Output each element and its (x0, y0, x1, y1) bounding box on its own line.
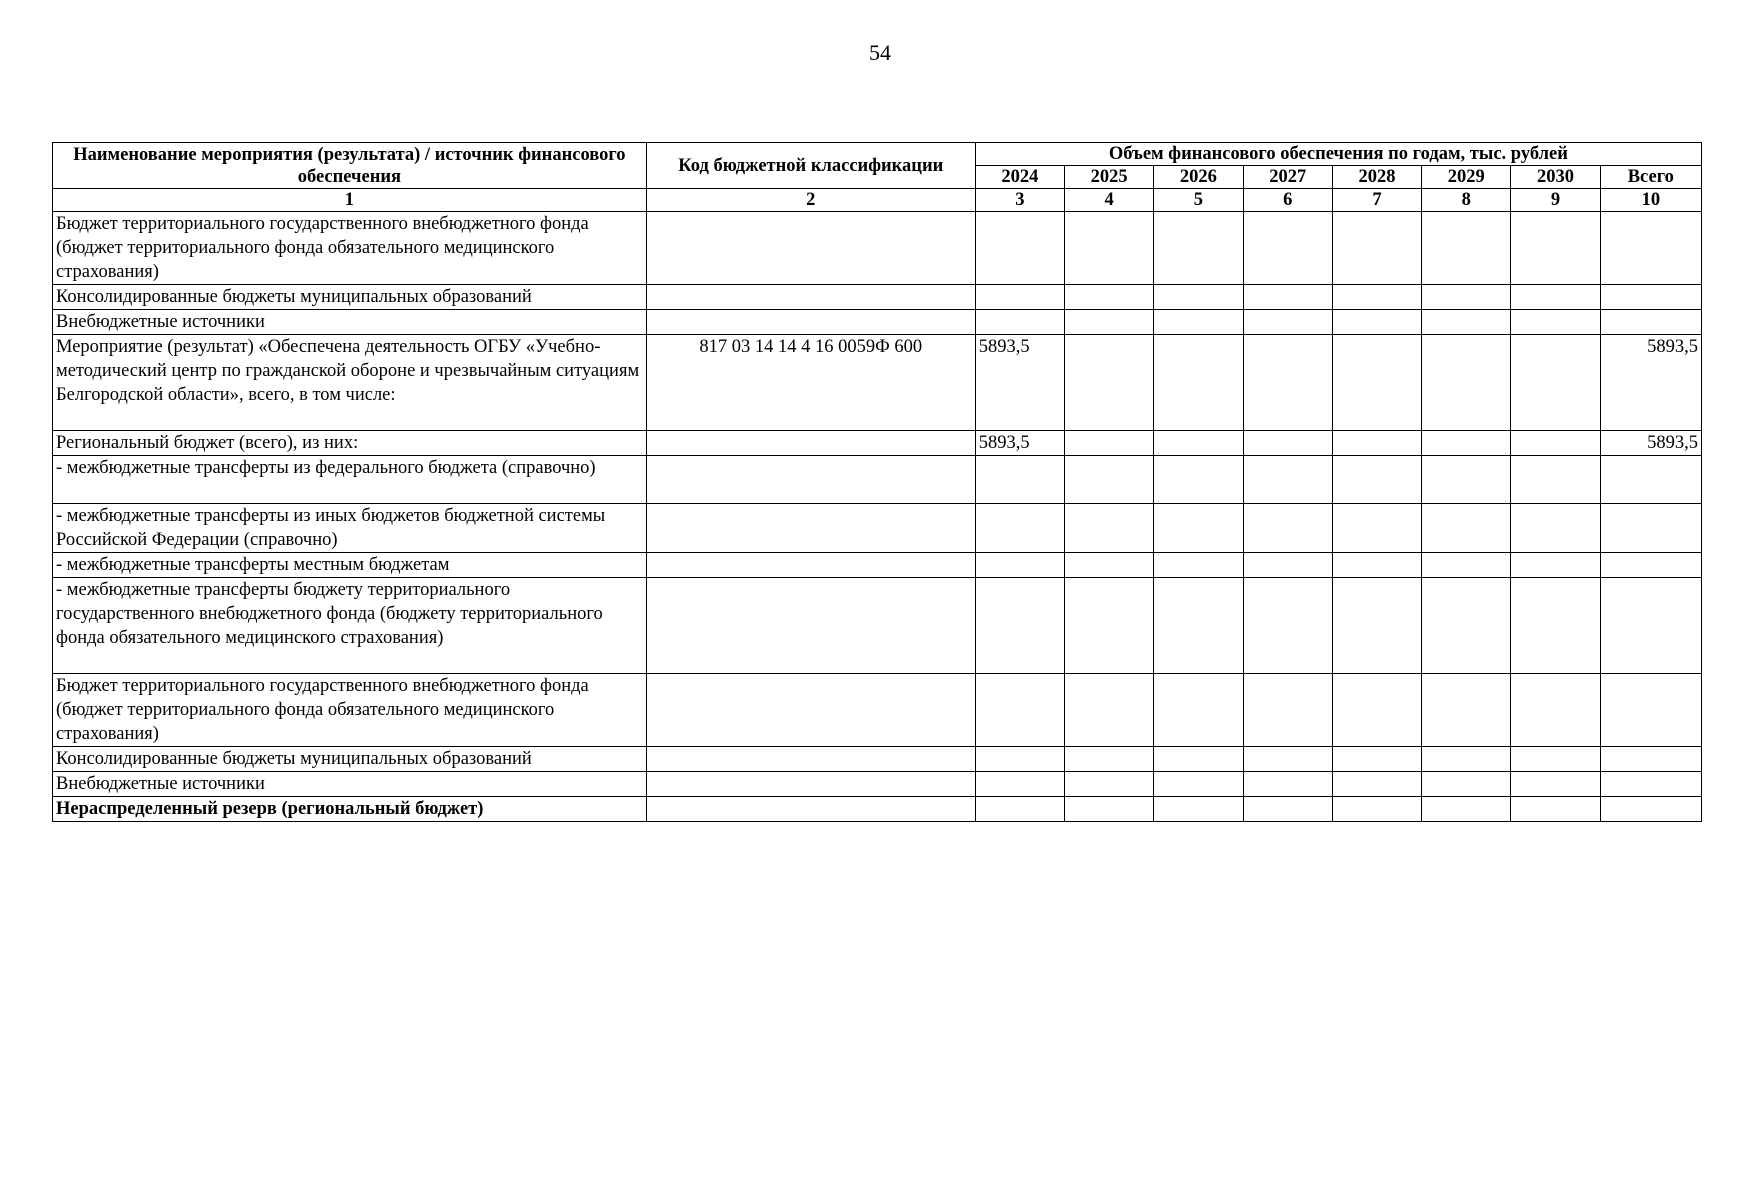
table-row (53, 504, 1702, 553)
row-year-value-cell (1511, 553, 1600, 578)
row-year-value-cell (1065, 504, 1154, 553)
financing-table (52, 142, 1702, 822)
row-name-cell: - межбюджетные трансферты местным бюджетам (53, 553, 647, 578)
row-year-value-cell (1511, 504, 1600, 553)
column-number: 7 (1332, 189, 1421, 212)
row-year-value-cell (1422, 674, 1511, 747)
table-row (53, 335, 1702, 431)
row-year-value-cell (1243, 310, 1332, 335)
row-year-value-cell (1422, 456, 1511, 504)
row-year-value-cell (1332, 553, 1421, 578)
row-year-value-cell (1243, 772, 1332, 797)
row-year-value-cell (1065, 797, 1154, 822)
row-year-value-cell (1243, 431, 1332, 456)
row-year-value-cell (1332, 310, 1421, 335)
header-code-column: Код бюджетной классификации (646, 143, 975, 189)
row-year-value-cell (1065, 335, 1154, 431)
row-year-value-cell (1243, 578, 1332, 674)
row-year-value-cell (1243, 335, 1332, 431)
row-year-value-cell (1065, 772, 1154, 797)
row-name-cell: Внебюджетные источники (53, 310, 647, 335)
row-year-value-cell (1511, 747, 1600, 772)
row-year-value-cell (1422, 747, 1511, 772)
row-year-value-cell (1065, 674, 1154, 747)
row-year-value-cell (1243, 504, 1332, 553)
row-code-cell (646, 456, 975, 504)
row-year-value-cell (1332, 772, 1421, 797)
row-year-value-cell (975, 310, 1064, 335)
row-year-value-cell (1511, 285, 1600, 310)
row-total-cell (1600, 212, 1701, 285)
row-total-cell (1600, 285, 1701, 310)
header-year: 2025 (1065, 166, 1154, 189)
row-year-value-cell (1243, 674, 1332, 747)
column-number: 8 (1422, 189, 1511, 212)
row-code-cell (646, 504, 975, 553)
table-row (53, 578, 1702, 674)
row-year-value-cell (975, 674, 1064, 747)
header-name-column: Наименование мероприятия (результата) / источник финансового обеспечения (53, 143, 647, 189)
row-year-value-cell (1154, 747, 1243, 772)
column-number: 9 (1511, 189, 1600, 212)
row-year-value-cell (1243, 456, 1332, 504)
header-total: Всего (1600, 166, 1701, 189)
row-year-value-cell (1422, 578, 1511, 674)
row-code-cell (646, 310, 975, 335)
table-row (53, 797, 1702, 822)
row-total-cell (1600, 504, 1701, 553)
row-year-value-cell (1332, 674, 1421, 747)
row-year-value-cell (1422, 335, 1511, 431)
row-year-value-cell (1511, 456, 1600, 504)
table-row (53, 431, 1702, 456)
header-year: 2024 (975, 166, 1064, 189)
row-year-value-cell (975, 212, 1064, 285)
row-year-value-cell (1154, 335, 1243, 431)
row-year-value-cell (1065, 747, 1154, 772)
row-year-value-cell (975, 456, 1064, 504)
table-row (53, 772, 1702, 797)
table-row (53, 674, 1702, 747)
row-year-value-cell (1065, 285, 1154, 310)
header-year: 2029 (1422, 166, 1511, 189)
row-total-cell: 5893,5 (1600, 431, 1701, 456)
row-total-cell (1600, 310, 1701, 335)
row-year-value-cell (975, 797, 1064, 822)
row-year-value-cell (975, 553, 1064, 578)
row-name-cell: - межбюджетные трансферты бюджету территориального государственного внебюджетного фонда (бюджету территориального фонда обязательного медицинского страхования) (53, 578, 647, 674)
table-row (53, 553, 1702, 578)
row-code-cell (646, 772, 975, 797)
row-total-cell (1600, 772, 1701, 797)
row-year-value-cell (1511, 772, 1600, 797)
row-total-cell (1600, 674, 1701, 747)
row-year-value-cell: 5893,5 (975, 335, 1064, 431)
row-year-value-cell (1332, 285, 1421, 310)
row-name-cell: Внебюджетные источники (53, 772, 647, 797)
row-year-value-cell (1154, 431, 1243, 456)
row-year-value-cell (1243, 285, 1332, 310)
row-year-value-cell (1065, 553, 1154, 578)
row-year-value-cell (1511, 674, 1600, 747)
row-name-cell: Региональный бюджет (всего), из них: (53, 431, 647, 456)
row-year-value-cell (1154, 674, 1243, 747)
header-row-column-numbers (53, 189, 1702, 212)
row-year-value-cell (975, 285, 1064, 310)
column-number: 1 (53, 189, 647, 212)
row-year-value-cell (1332, 456, 1421, 504)
header-row-1 (53, 143, 1702, 166)
row-year-value-cell (975, 578, 1064, 674)
row-year-value-cell (1243, 212, 1332, 285)
row-year-value-cell (975, 747, 1064, 772)
row-name-cell: - межбюджетные трансферты из федерального бюджета (справочно) (53, 456, 647, 504)
row-year-value-cell (1065, 212, 1154, 285)
row-code-cell (646, 431, 975, 456)
row-code-cell (646, 578, 975, 674)
column-number: 3 (975, 189, 1064, 212)
row-code-cell (646, 553, 975, 578)
row-year-value-cell (975, 772, 1064, 797)
row-year-value-cell (1065, 578, 1154, 674)
row-total-cell (1600, 747, 1701, 772)
row-code-cell (646, 797, 975, 822)
row-year-value-cell (1154, 772, 1243, 797)
row-total-cell (1600, 797, 1701, 822)
table-row (53, 310, 1702, 335)
row-year-value-cell (1511, 335, 1600, 431)
row-name-cell: - межбюджетные трансферты из иных бюджетов бюджетной системы Российской Федерации (справочно) (53, 504, 647, 553)
row-year-value-cell (1154, 797, 1243, 822)
row-code-cell (646, 212, 975, 285)
table-row (53, 212, 1702, 285)
column-number: 2 (646, 189, 975, 212)
row-year-value-cell (1422, 797, 1511, 822)
row-year-value-cell (1154, 504, 1243, 553)
row-year-value-cell (1154, 578, 1243, 674)
row-year-value-cell (1422, 285, 1511, 310)
row-total-cell (1600, 456, 1701, 504)
row-year-value-cell (1332, 747, 1421, 772)
row-year-value-cell (1332, 212, 1421, 285)
header-year: 2027 (1243, 166, 1332, 189)
header-year: 2030 (1511, 166, 1600, 189)
row-total-cell: 5893,5 (1600, 335, 1701, 431)
row-year-value-cell (975, 504, 1064, 553)
header-volume-column: Объем финансового обеспечения по годам, тыс. рублей (975, 143, 1701, 166)
column-number: 5 (1154, 189, 1243, 212)
row-code-cell (646, 747, 975, 772)
row-year-value-cell (1065, 310, 1154, 335)
row-name-cell: Мероприятие (результат) «Обеспечена деятельность ОГБУ «Учебно-методический центр по гражданской обороне и чрезвычайным ситуациям Белгородской области», всего, в том числе: (53, 335, 647, 431)
row-year-value-cell (1332, 797, 1421, 822)
row-year-value-cell (1422, 310, 1511, 335)
row-year-value-cell (1511, 578, 1600, 674)
row-year-value-cell (1154, 310, 1243, 335)
table-row (53, 747, 1702, 772)
row-year-value-cell (1422, 772, 1511, 797)
row-name-cell: Бюджет территориального государственного внебюджетного фонда (бюджет территориального фонда обязательного медицинского страхования) (53, 212, 647, 285)
row-year-value-cell (1065, 456, 1154, 504)
row-name-cell: Консолидированные бюджеты муниципальных образований (53, 747, 647, 772)
column-number: 10 (1600, 189, 1701, 212)
row-year-value-cell (1154, 212, 1243, 285)
table-header (53, 143, 1702, 212)
row-name-cell: Консолидированные бюджеты муниципальных образований (53, 285, 647, 310)
row-year-value-cell (1332, 578, 1421, 674)
row-total-cell (1600, 578, 1701, 674)
row-year-value-cell (1154, 285, 1243, 310)
row-total-cell (1600, 553, 1701, 578)
row-year-value-cell (1332, 335, 1421, 431)
row-year-value-cell (1332, 504, 1421, 553)
row-year-value-cell: 5893,5 (975, 431, 1064, 456)
row-code-cell (646, 674, 975, 747)
row-year-value-cell (1422, 504, 1511, 553)
row-code-cell: 817 03 14 14 4 16 0059Ф 600 (646, 335, 975, 431)
header-year: 2026 (1154, 166, 1243, 189)
row-year-value-cell (1511, 212, 1600, 285)
row-year-value-cell (1243, 797, 1332, 822)
column-number: 6 (1243, 189, 1332, 212)
row-year-value-cell (1511, 310, 1600, 335)
row-year-value-cell (1511, 431, 1600, 456)
row-year-value-cell (1511, 797, 1600, 822)
column-number: 4 (1065, 189, 1154, 212)
row-year-value-cell (1243, 553, 1332, 578)
row-year-value-cell (1243, 747, 1332, 772)
page-number: 54 (869, 40, 891, 65)
row-code-cell (646, 285, 975, 310)
row-year-value-cell (1422, 553, 1511, 578)
header-year: 2028 (1332, 166, 1421, 189)
table-row (53, 456, 1702, 504)
table-row (53, 285, 1702, 310)
row-name-cell: Нераспределенный резерв (региональный бюджет) (53, 797, 647, 822)
table-body (53, 212, 1702, 822)
row-year-value-cell (1065, 431, 1154, 456)
row-year-value-cell (1422, 212, 1511, 285)
row-year-value-cell (1332, 431, 1421, 456)
row-name-cell: Бюджет территориального государственного внебюджетного фонда (бюджет территориального фонда обязательного медицинского страхования) (53, 674, 647, 747)
row-year-value-cell (1154, 553, 1243, 578)
row-year-value-cell (1422, 431, 1511, 456)
row-year-value-cell (1154, 456, 1243, 504)
